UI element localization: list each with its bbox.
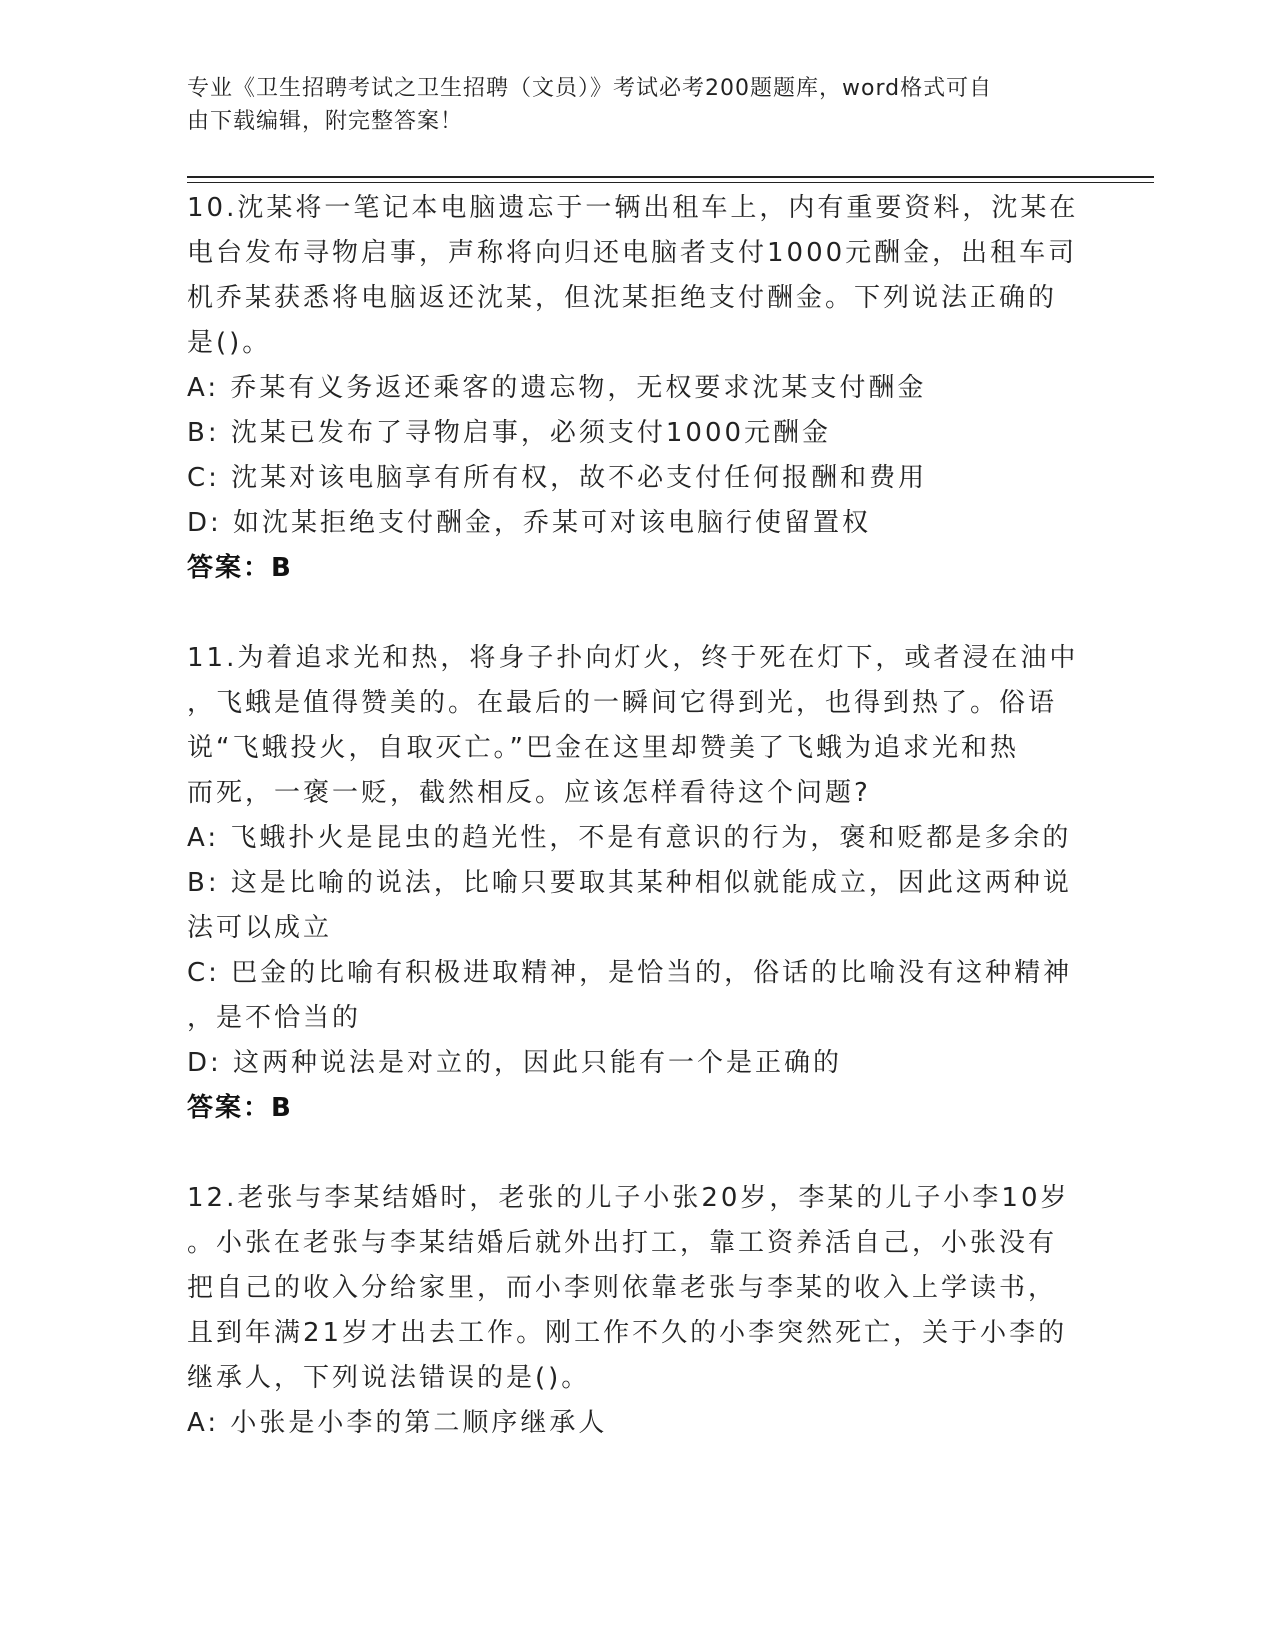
option-a: A: 小张是小李的第二顺序继承人 bbox=[187, 1408, 608, 1438]
answer-label: 答案：B bbox=[187, 1093, 293, 1123]
question-text-line: 是()。 bbox=[187, 328, 272, 358]
option-a: A: 乔某有义务返还乘客的遗忘物，无权要求沈某支付酬金 bbox=[187, 373, 927, 403]
question-text-line: 机乔某获悉将电脑返还沈某，但沈某拒绝支付酬金。下列说法正确的 bbox=[187, 283, 1058, 313]
option-c: C: 巴金的比喻有积极进取精神，是恰当的，俗话的比喻没有这种精神 bbox=[187, 958, 1073, 988]
option-b-continued: 法可以成立 bbox=[187, 913, 333, 943]
spacer bbox=[187, 591, 1067, 636]
question-text-line: 。小张在老张与李某结婚后就外出打工，靠工资养活自己，小张没有 bbox=[187, 1228, 1058, 1258]
option-b: B: 这是比喻的说法，比喻只要取其某种相似就能成立，因此这两种说 bbox=[187, 868, 1072, 898]
question-text-line: 说“飞蛾投火，自取灭亡。”巴金在这里却赞美了飞蛾为追求光和热 bbox=[187, 733, 1019, 763]
header-line-1: 专业《卫生招聘考试之卫生招聘（文员）》考试必考200题题库，word格式可自 bbox=[187, 76, 993, 101]
question-12 bbox=[187, 1176, 1070, 1446]
option-b: B: 沈某已发布了寻物启事，必须支付1000元酬金 bbox=[187, 418, 832, 448]
option-d: D: 如沈某拒绝支付酬金，乔某可对该电脑行使留置权 bbox=[187, 508, 872, 538]
question-text-line: 12.老张与李某结婚时，老张的儿子小张20岁，李某的儿子小李10岁 bbox=[187, 1183, 1070, 1213]
header-divider-thin bbox=[187, 182, 1154, 183]
question-text-line: 而死，一褒一贬，截然相反。应该怎样看待这个问题? bbox=[187, 778, 871, 808]
question-10 bbox=[187, 186, 1079, 591]
question-text-line: 且到年满21岁才出去工作。刚工作不久的小李突然死亡，关于小李的 bbox=[187, 1318, 1068, 1348]
question-text-line: ，飞蛾是值得赞美的。在最后的一瞬间它得到光，也得到热了。俗语 bbox=[187, 688, 1058, 718]
question-text-line: 10.沈某将一笔记本电脑遗忘于一辆出租车上，内有重要资料，沈某在 bbox=[187, 193, 1079, 223]
document-header bbox=[187, 72, 1067, 138]
header-line-2: 由下载编辑，附完整答案！ bbox=[187, 109, 464, 134]
spacer bbox=[187, 1131, 1067, 1176]
option-c: C: 沈某对该电脑享有所有权，故不必支付任何报酬和费用 bbox=[187, 463, 928, 493]
option-c-continued: ，是不恰当的 bbox=[187, 1003, 362, 1033]
question-text-line: 继承人，下列说法错误的是()。 bbox=[187, 1363, 591, 1393]
option-a: A: 飞蛾扑火是昆虫的趋光性，不是有意识的行为，褒和贬都是多余的 bbox=[187, 823, 1072, 853]
option-d: D: 这两种说法是对立的，因此只能有一个是正确的 bbox=[187, 1048, 843, 1078]
question-list bbox=[187, 186, 1079, 1446]
header-divider-thick bbox=[187, 176, 1154, 178]
answer-label: 答案：B bbox=[187, 553, 293, 583]
question-text-line: 电台发布寻物启事，声称将向归还电脑者支付1000元酬金，出租车司 bbox=[187, 238, 1078, 268]
question-text-line: 把自己的收入分给家里，而小李则依靠老张与李某的收入上学读书， bbox=[187, 1273, 1058, 1303]
question-text-line: 11.为着追求光和热，将身子扑向灯火，终于死在灯下，或者浸在油中 bbox=[187, 643, 1079, 673]
question-11 bbox=[187, 636, 1079, 1131]
